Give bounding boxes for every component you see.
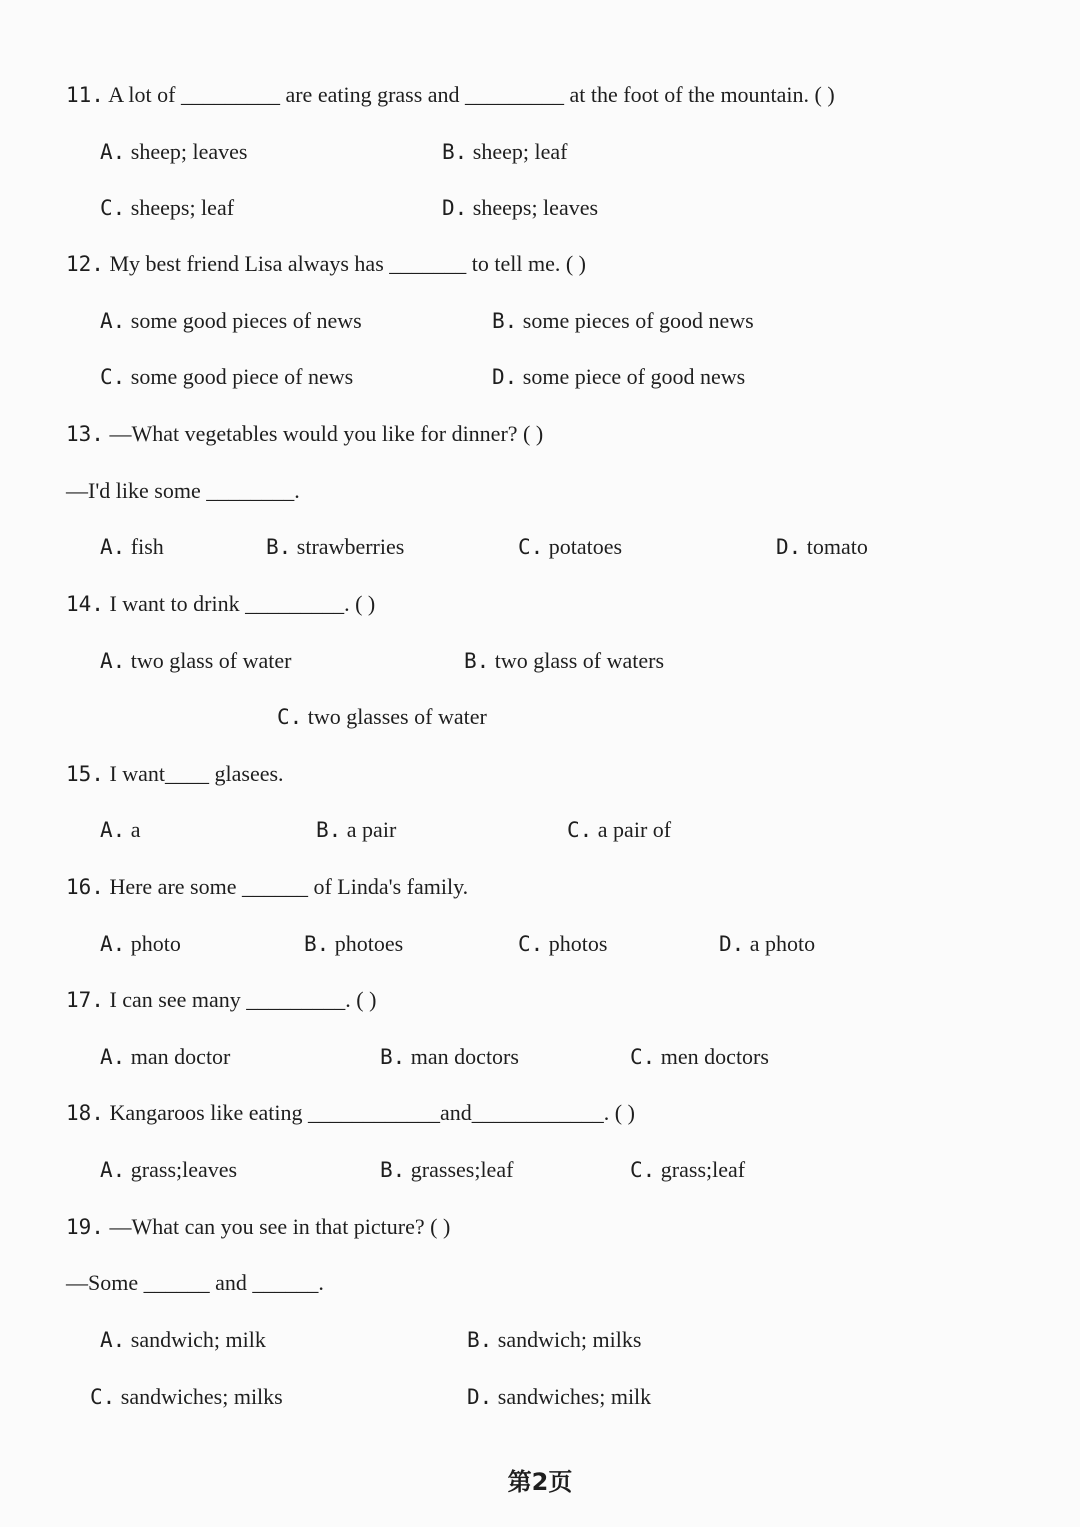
option-letter: A. xyxy=(100,309,126,333)
question-stem: —What can you see in that picture? ( ) xyxy=(109,1214,451,1239)
option-text: tomato xyxy=(806,534,868,559)
option-text: man doctors xyxy=(410,1044,519,1069)
option-d xyxy=(492,362,745,392)
question-11 xyxy=(66,80,835,110)
option-letter: D. xyxy=(492,365,518,389)
question-stem: —What vegetables would you like for dinner? ( ) xyxy=(109,421,544,446)
option-text: sheep; leaf xyxy=(472,139,568,164)
option-c xyxy=(277,702,487,732)
option-letter: B. xyxy=(304,932,330,956)
option-text: some good pieces of news xyxy=(130,308,362,333)
option-letter: D. xyxy=(776,535,802,559)
option-text: strawberries xyxy=(296,534,405,559)
option-text: a xyxy=(130,817,141,842)
option-text: two glass of waters xyxy=(494,648,665,673)
question-19-answer-line: —Some ______ and ______. xyxy=(66,1270,324,1295)
option-letter: D. xyxy=(467,1385,493,1409)
option-a xyxy=(100,929,181,959)
option-letter: A. xyxy=(100,1158,126,1182)
option-letter: A. xyxy=(100,140,126,164)
option-letter: C. xyxy=(630,1158,656,1182)
option-b xyxy=(442,137,567,167)
option-a xyxy=(100,306,362,336)
question-19 xyxy=(66,1212,450,1242)
option-b xyxy=(266,532,404,562)
question-15 xyxy=(66,759,284,789)
option-letter: D. xyxy=(442,196,468,220)
option-letter: A. xyxy=(100,649,126,673)
option-text: a pair xyxy=(346,817,397,842)
option-letter: C. xyxy=(630,1045,656,1069)
option-letter: B. xyxy=(380,1158,406,1182)
option-c xyxy=(518,532,622,562)
option-letter: C. xyxy=(100,365,126,389)
option-text: some good piece of news xyxy=(130,364,354,389)
option-c xyxy=(90,1382,283,1412)
option-text: sandwiches; milk xyxy=(497,1384,652,1409)
option-text: photoes xyxy=(334,931,404,956)
option-text: a pair of xyxy=(597,817,672,842)
option-b xyxy=(316,815,396,845)
option-text: some pieces of good news xyxy=(522,308,754,333)
option-letter: B. xyxy=(442,140,468,164)
option-text: potatoes xyxy=(548,534,623,559)
option-text: grass;leaf xyxy=(660,1157,746,1182)
question-stem: I can see many _________. ( ) xyxy=(109,987,377,1012)
option-letter: B. xyxy=(316,818,342,842)
option-text: two glass of water xyxy=(130,648,292,673)
option-letter: C. xyxy=(518,535,544,559)
option-letter: C. xyxy=(277,705,303,729)
option-a xyxy=(100,1155,237,1185)
option-text: a photo xyxy=(749,931,816,956)
question-number: 19. xyxy=(66,1215,104,1239)
question-13 xyxy=(66,419,543,449)
option-d xyxy=(442,193,598,223)
option-b xyxy=(492,306,754,336)
option-letter: B. xyxy=(266,535,292,559)
option-letter: C. xyxy=(90,1385,116,1409)
option-b xyxy=(380,1042,519,1072)
option-a xyxy=(100,137,247,167)
option-text: grass;leaves xyxy=(130,1157,238,1182)
option-a xyxy=(100,815,141,845)
page-number: 第2页 xyxy=(507,1468,573,1496)
option-b xyxy=(464,646,664,676)
question-12 xyxy=(66,249,586,279)
question-stem: I want____ glasees. xyxy=(109,761,284,786)
question-stem: My best friend Lisa always has _______ to tell me. ( ) xyxy=(109,251,587,276)
question-number: 11. xyxy=(66,83,104,107)
option-letter: D. xyxy=(719,932,745,956)
option-a xyxy=(100,646,291,676)
question-stem: A lot of _________ are eating grass and _________ at the foot of the mountain. ( ) xyxy=(108,82,835,107)
question-number: 14. xyxy=(66,592,104,616)
option-a xyxy=(100,532,164,562)
option-letter: C. xyxy=(518,932,544,956)
option-text: two glasses of water xyxy=(307,704,487,729)
option-text: sheep; leaves xyxy=(130,139,248,164)
option-text: photos xyxy=(548,931,608,956)
option-letter: B. xyxy=(464,649,490,673)
question-16 xyxy=(66,872,468,902)
option-b xyxy=(304,929,403,959)
option-c xyxy=(567,815,671,845)
question-stem: Here are some ______ of Linda's family. xyxy=(109,874,469,899)
option-b xyxy=(380,1155,513,1185)
option-letter: A. xyxy=(100,818,126,842)
option-letter: B. xyxy=(467,1328,493,1352)
question-17 xyxy=(66,985,376,1015)
question-number: 12. xyxy=(66,252,104,276)
option-letter: C. xyxy=(567,818,593,842)
option-d xyxy=(719,929,815,959)
option-letter: A. xyxy=(100,1328,126,1352)
option-c xyxy=(100,193,234,223)
option-letter: A. xyxy=(100,1045,126,1069)
option-text: sandwiches; milks xyxy=(120,1384,283,1409)
option-text: sheeps; leaves xyxy=(472,195,599,220)
option-c xyxy=(100,362,353,392)
option-text: sandwich; milk xyxy=(130,1327,266,1352)
question-number: 15. xyxy=(66,762,104,786)
option-d xyxy=(776,532,868,562)
option-letter: A. xyxy=(100,932,126,956)
option-c xyxy=(518,929,607,959)
question-13-answer-line: —I'd like some ________. xyxy=(66,478,300,503)
option-text: photo xyxy=(130,931,181,956)
option-a xyxy=(100,1325,266,1355)
option-letter: C. xyxy=(100,196,126,220)
option-text: fish xyxy=(130,534,164,559)
option-c xyxy=(630,1042,769,1072)
option-letter: B. xyxy=(380,1045,406,1069)
option-letter: A. xyxy=(100,535,126,559)
option-b xyxy=(467,1325,641,1355)
option-text: sandwich; milks xyxy=(497,1327,642,1352)
question-stem: I want to drink _________. ( ) xyxy=(109,591,376,616)
option-text: grasses;leaf xyxy=(410,1157,514,1182)
option-text: men doctors xyxy=(660,1044,769,1069)
question-number: 13. xyxy=(66,422,104,446)
question-stem: Kangaroos like eating ____________and____________. ( ) xyxy=(109,1100,635,1125)
option-text: sheeps; leaf xyxy=(130,195,235,220)
question-number: 17. xyxy=(66,988,104,1012)
question-number: 16. xyxy=(66,875,104,899)
option-d xyxy=(467,1382,651,1412)
question-14 xyxy=(66,589,375,619)
option-a xyxy=(100,1042,230,1072)
option-letter: B. xyxy=(492,309,518,333)
option-c xyxy=(630,1155,745,1185)
question-number: 18. xyxy=(66,1101,104,1125)
question-18 xyxy=(66,1098,635,1128)
option-text: some piece of good news xyxy=(522,364,746,389)
option-text: man doctor xyxy=(130,1044,231,1069)
